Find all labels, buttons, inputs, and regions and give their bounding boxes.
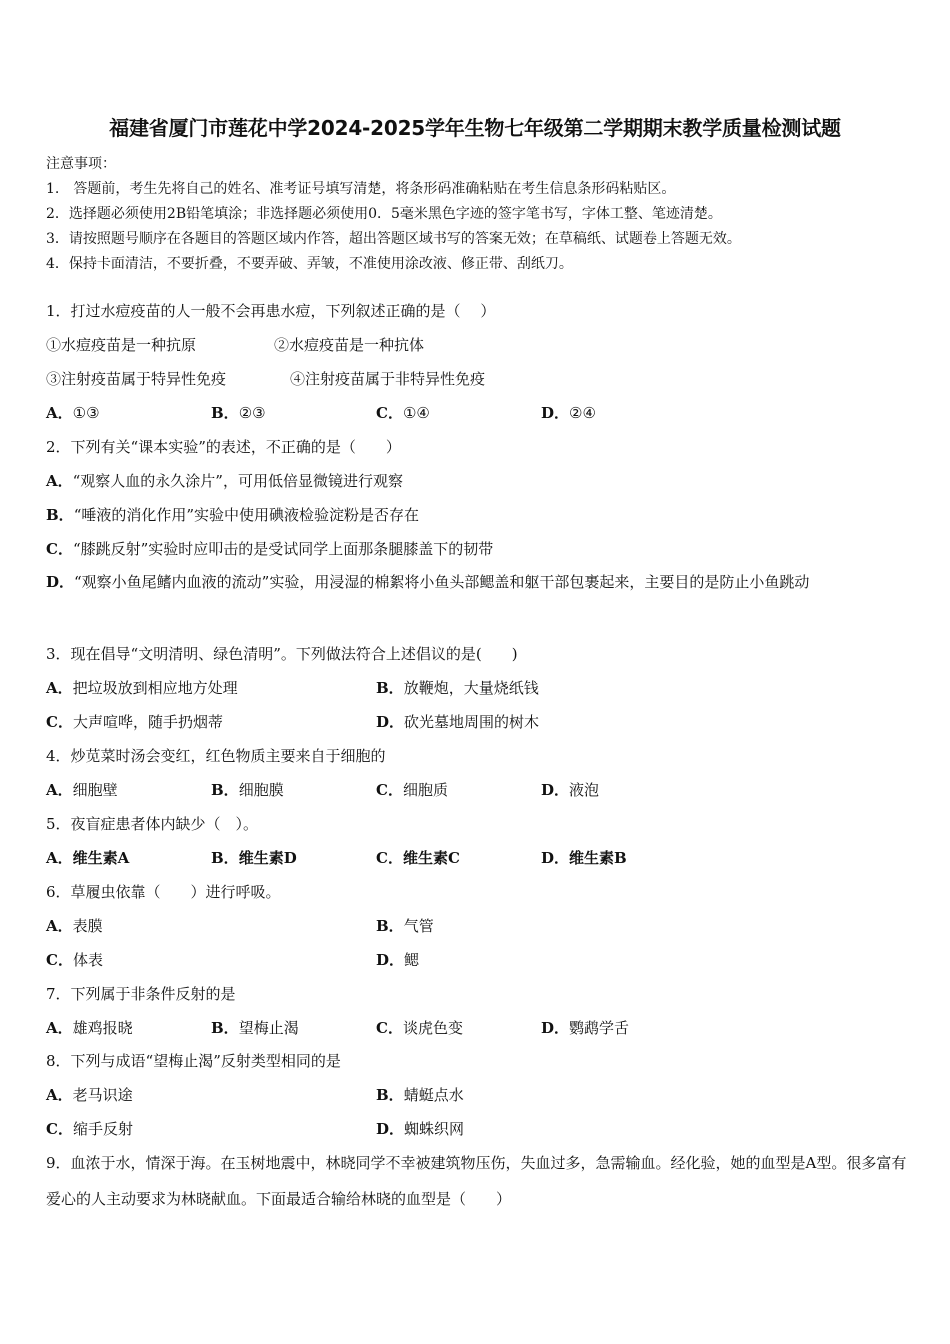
statement: ①水痘疫苗是一种抗原 bbox=[46, 336, 197, 354]
option-b[interactable]: B．②③ bbox=[211, 404, 266, 422]
option-c[interactable]: C．体表 bbox=[46, 951, 103, 969]
option-b[interactable]: B．“唾液的消化作用”实验中使用碘液检验淀粉是否存在 bbox=[46, 506, 420, 524]
question-8-stem: 8．下列与成语“望梅止渴”反射类型相同的是 bbox=[46, 1052, 341, 1070]
option-a[interactable]: A．维生素A bbox=[46, 849, 130, 867]
question-7-stem: 7．下列属于非条件反射的是 bbox=[46, 985, 236, 1003]
page-title: 福建省厦门市莲花中学2024-2025学年生物七年级第二学期期末教学质量检测试题 bbox=[109, 116, 841, 140]
option-d[interactable]: D．砍光墓地周围的树木 bbox=[376, 713, 540, 731]
question-9-stem: 9．血浓于水，情深于海。在玉树地震中，林晓同学不幸被建筑物压伤，失血过多，急需输血。经化验，她的血型是A型。很多富有爱心的人主动要求为林晓献血。下面最适合输给林晓的血型是（ ） bbox=[46, 1154, 907, 1208]
statement: ④注射疫苗属于非特异性免疫 bbox=[290, 370, 486, 388]
question-1-stem: 1．打过水痘疫苗的人一般不会再患水痘，下列叙述正确的是（ ） bbox=[46, 302, 496, 320]
note-item: 3．请按照题号顺序在各题目的答题区域内作答，超出答题区域书写的答案无效；在草稿纸、试题卷上答题无效。 bbox=[46, 231, 741, 247]
option-c[interactable]: C．谈虎色变 bbox=[376, 1019, 463, 1037]
question-3-stem: 3．现在倡导“文明清明、绿色清明”。下列做法符合上述倡议的是( ) bbox=[46, 645, 518, 663]
option-a[interactable]: A．①③ bbox=[46, 404, 100, 422]
question-5-stem: 5．夜盲症患者体内缺少（ ）。 bbox=[46, 815, 259, 833]
option-d[interactable]: D．维生素B bbox=[541, 849, 627, 867]
question-4-stem: 4．炒苋菜时汤会变红，红色物质主要来自于细胞的 bbox=[46, 747, 386, 765]
option-b[interactable]: B．气管 bbox=[376, 917, 434, 935]
question-2-stem: 2．下列有关“课本实验”的表述，不正确的是（ ） bbox=[46, 438, 401, 456]
notes-heading: 注意事项： bbox=[46, 156, 116, 172]
option-b[interactable]: B．细胞膜 bbox=[211, 781, 284, 799]
question-6-stem: 6．草履虫依靠（ ）进行呼吸。 bbox=[46, 883, 281, 901]
option-a[interactable]: A．老马识途 bbox=[46, 1086, 133, 1104]
option-c[interactable]: C．细胞质 bbox=[376, 781, 448, 799]
option-a[interactable]: A．把垃圾放到相应地方处理 bbox=[46, 679, 238, 697]
option-d[interactable]: D．液泡 bbox=[541, 781, 600, 799]
option-d[interactable]: D．鹦鹉学舌 bbox=[541, 1019, 630, 1037]
statement: ③注射疫苗属于特异性免疫 bbox=[46, 370, 227, 388]
option-c[interactable]: C．①④ bbox=[376, 404, 430, 422]
option-a[interactable]: A．雄鸡报晓 bbox=[46, 1019, 133, 1037]
option-a[interactable]: A．细胞壁 bbox=[46, 781, 118, 799]
option-b[interactable]: B．放鞭炮，大量烧纸钱 bbox=[376, 679, 539, 697]
option-c[interactable]: C．维生素C bbox=[376, 849, 460, 867]
option-c[interactable]: C．大声喧哗，随手扔烟蒂 bbox=[46, 713, 223, 731]
option-d[interactable]: D．蜘蛛织网 bbox=[376, 1120, 465, 1138]
note-item: 4．保持卡面清洁，不要折叠，不要弄破、弄皱，不准使用涂改液、修正带、刮纸刀。 bbox=[46, 256, 573, 272]
notes-section bbox=[46, 152, 906, 277]
option-a[interactable]: A．表膜 bbox=[46, 917, 103, 935]
option-b[interactable]: B．蜻蜓点水 bbox=[376, 1086, 464, 1104]
option-a[interactable]: A．“观察人血的永久涂片”，可用低倍显微镜进行观察 bbox=[46, 472, 403, 490]
option-c[interactable]: C．缩手反射 bbox=[46, 1120, 133, 1138]
note-item: 2．选择题必须使用2B铅笔填涂；非选择题必须使用0．5毫米黑色字迹的签字笔书写，字体工整、笔迹清楚。 bbox=[46, 206, 722, 222]
option-c[interactable]: C．“膝跳反射”实验时应叩击的是受试同学上面那条腿膝盖下的韧带 bbox=[46, 540, 494, 558]
option-b[interactable]: B．望梅止渴 bbox=[211, 1019, 299, 1037]
option-d[interactable]: D．“观察小鱼尾鳍内血液的流动”实验，用浸湿的棉絮将小鱼头部鳃盖和躯干部包裹起来，主要目的是防止小鱼跳动 bbox=[46, 573, 810, 591]
statement: ②水痘疫苗是一种抗体 bbox=[274, 336, 425, 354]
option-b[interactable]: B．维生素D bbox=[211, 849, 297, 867]
option-d[interactable]: D．②④ bbox=[541, 404, 596, 422]
note-item: 1. 答题前，考生先将自己的姓名、准考证号填写清楚，将条形码准确粘贴在考生信息条形码粘贴区。 bbox=[46, 181, 676, 197]
option-d[interactable]: D．鳃 bbox=[376, 951, 420, 969]
